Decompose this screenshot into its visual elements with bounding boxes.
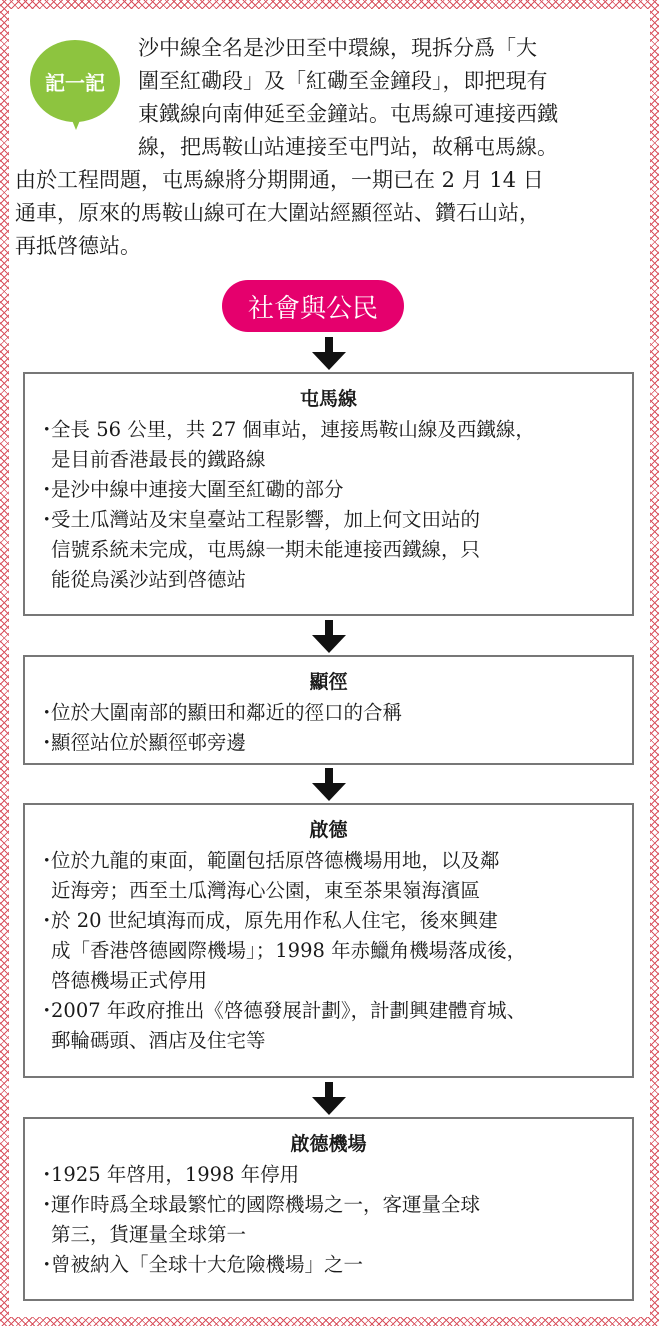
info-box-kai-tak-airport [23, 1117, 634, 1301]
bullet-dot: ・ [37, 909, 57, 932]
item-line: 郵輪碼頭、酒店及住宅等 [51, 1029, 266, 1052]
list-item [25, 996, 632, 1056]
list-item [25, 846, 632, 906]
list-item [25, 1160, 632, 1190]
item-line: 曾被納入「全球十大危險機場」之一 [51, 1253, 364, 1276]
list-item [25, 698, 632, 728]
item-line: 第三，貨運量全球第一 [51, 1223, 247, 1246]
item-line: 全長 56 公里，共 27 個車站，連接馬鞍山線及西鐵線， [51, 418, 535, 441]
bullet-dot: ・ [37, 1253, 57, 1276]
list-item [25, 505, 632, 595]
list-item [25, 728, 632, 758]
bullet-dot: ・ [37, 731, 57, 754]
item-line: 2007 年政府推出《啓德發展計劃》，計劃興建體育城、 [51, 999, 527, 1022]
down-arrow-icon [312, 1082, 346, 1116]
intro-line: 沙中線全名是沙田至中環線，現拆分爲「大 [138, 36, 537, 60]
bullet-dot: ・ [37, 508, 57, 531]
bullet-dot: ・ [37, 478, 57, 501]
box-title: 顯徑 [309, 671, 348, 693]
down-arrow-icon [312, 768, 346, 802]
item-line: 位於九龍的東面，範圍包括原啓德機場用地，以及鄰 [51, 849, 500, 872]
item-line: 啓德機場正式停用 [51, 969, 208, 992]
intro-paragraph [15, 32, 635, 263]
intro-line: 再抵啓德站。 [15, 234, 141, 258]
list-item [25, 415, 632, 475]
item-line: 信號系統未完成，屯馬線一期未能連接西鐵線，只 [51, 538, 481, 561]
intro-line: 通車，原來的馬鞍山線可在大圍站經顯徑站、鑽石山站， [15, 201, 540, 225]
intro-line: 線，把馬鞍山站連接至屯門站，故稱屯馬線。 [138, 135, 558, 159]
box-title: 屯馬線 [299, 388, 357, 410]
box-title: 啟德機場 [290, 1133, 367, 1155]
intro-line: 圍至紅磡段」及「紅磡至金鐘段」，即把現有 [138, 69, 548, 93]
item-line: 顯徑站位於顯徑邨旁邊 [51, 731, 247, 754]
bullet-dot: ・ [37, 849, 57, 872]
item-line: 於 20 世紀填海而成，原先用作私人住宅，後來興建 [51, 909, 498, 932]
item-line: 位於大圍南部的顯田和鄰近的徑口的合稱 [51, 701, 403, 724]
topic-pill: 社會與公民 [222, 280, 404, 332]
box-title: 啟德 [309, 819, 348, 841]
list-item [25, 1250, 632, 1280]
item-line: 是目前香港最長的鐵路線 [51, 448, 266, 471]
down-arrow-icon [312, 620, 346, 654]
info-box-kai-tak [23, 803, 634, 1078]
list-item [25, 475, 632, 505]
badge-label: 記一記 [45, 70, 105, 95]
bullet-dot: ・ [37, 418, 57, 441]
item-line: 能從烏溪沙站到啓德站 [51, 568, 247, 591]
bullet-dot: ・ [37, 999, 57, 1022]
item-line: 1925 年啓用，1998 年停用 [51, 1163, 300, 1186]
list-item [25, 906, 632, 996]
item-line: 運作時爲全球最繁忙的國際機場之一，客運量全球 [51, 1193, 481, 1216]
item-line: 受土瓜灣站及宋皇臺站工程影響，加上何文田站的 [51, 508, 481, 531]
bullet-dot: ・ [37, 701, 57, 724]
intro-line: 東鐵線向南伸延至金鐘站。屯馬線可連接西鐵 [138, 102, 558, 126]
item-line: 近海旁；西至土瓜灣海心公園，東至茶果嶺海濱區 [51, 879, 481, 902]
info-box-hin-keng [23, 655, 634, 765]
item-line: 成「香港啓德國際機場」；1998 年赤鱲角機場落成後， [51, 939, 527, 962]
bullet-dot: ・ [37, 1193, 57, 1216]
down-arrow-icon [312, 337, 346, 371]
info-box-tuen-ma-line [23, 372, 634, 616]
list-item [25, 1190, 632, 1250]
intro-line: 由於工程問題，屯馬線將分期開通，一期已在 2 月 14 日 [15, 168, 544, 192]
item-line: 是沙中線中連接大圍至紅磡的部分 [51, 478, 344, 501]
bullet-dot: ・ [37, 1163, 57, 1186]
